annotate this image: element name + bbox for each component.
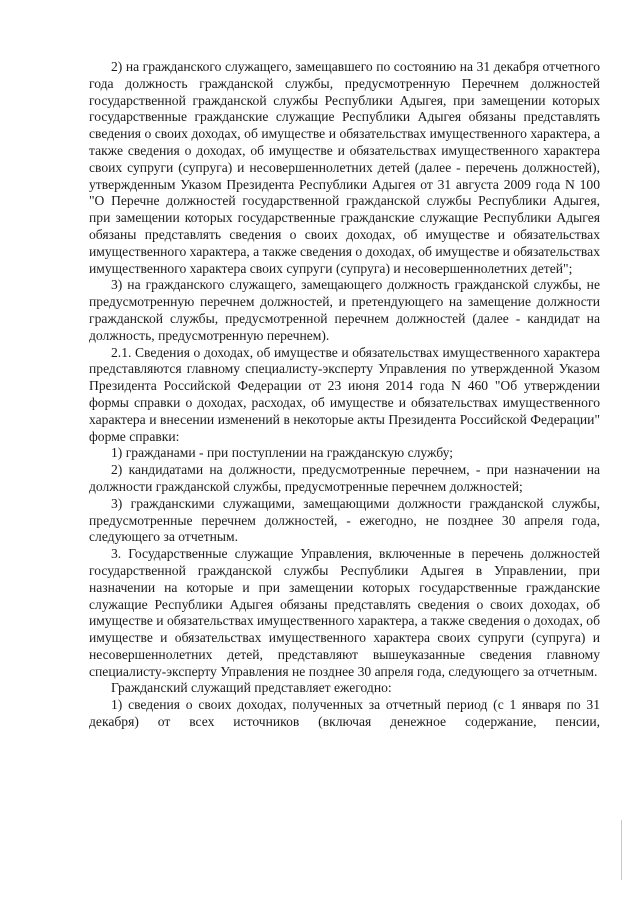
paragraph-3-state-servants: 3. Государственные служащие Управления, включенные в перечень должностей государственной гражданской службы Республики Адыгея в Управлении, при назначении на которые и при замещении которых государственные гражданские служащие Республики Адыгея обязаны представлять сведения о своих доходах, об имуществе и обязательствах имущественного характера, а также сведения о доходах, об имуществе и обязательствах имущественного характера своих супруги (супруга) и несовершеннолетних детей, представляют вышеуказанные сведения главному специалисту-эксперту Управления не позднее 30 апреля года, следующего за отчетным.	[89, 546, 600, 679]
paragraph-item-3-candidate: 3) на гражданского служащего, замещающего должность гражданской службы, не предусмотренную перечнем должностей, и претендующего на замещение должности гражданской службы, предусмотренной перечнем должностей (далее - кандидат на должность, предусмотренную перечнем).	[89, 277, 600, 343]
paragraph-item-2-former-servant: 2) на гражданского служащего, замещавшего по состоянию на 31 декабря отчетного года должность гражданской службы, предусмотренную Перечнем должностей государственной гражданской службы Республики Адыгея, при замещении которых государственные гражданские служащие Республики Адыгея обязаны представлять сведения о своих доходах, об имуществе и обязательствах имущественного характера, а также сведения о доходах, об имуществе и обязательствах имущественного характера своих супруги (супруга) и несовершеннолетних детей (далее - перечень должностей), утвержденным Указом Президента Республики Адыгея от 31 августа 2009 года N 100 "О Перечне должностей государственной гражданской службы Республики Адыгея, при замещении которых государственные гражданские служащие Республики Адыгея обязаны представлять сведения о своих доходах, об имуществе и обязательствах имущественного характера, а также сведения о доходах, об имуществе и обязательствах имущественного характера своих супруги (супруга) и несовершеннолетних детей";	[89, 59, 600, 276]
paragraph-2-1-submission-form: 2.1. Сведения о доходах, об имуществе и обязательствах имущественного характера представляются главному специалисту-эксперту Управления по утвержденной Указом Президента Российской Федерации от 23 июня 2014 года N 460 "Об утверждении формы справки о доходах, расходах, об имуществе и обязательствах имущественного характера и внесении изменений в некоторые акты Президента Российской Федерации" форме справки:	[89, 344, 600, 444]
paragraph-subitem-3-civil-servants: 3) гражданскими служащими, замещающими должности гражданской службы, предусмотренные перечнем должностей, - ежегодно, не позднее 30 апреля года, следующего за отчетным.	[89, 495, 600, 545]
scan-edge-line	[621, 820, 622, 880]
paragraph-subitem-1-citizens: 1) гражданами - при поступлении на гражданскую службу;	[111, 445, 454, 461]
paragraph-annual-submission-intro: Гражданский служащий представляет ежегодно:	[111, 680, 392, 696]
paragraph-subitem-2-candidates: 2) кандидатами на должности, предусмотренные перечнем, - при назначении на должности гражданской службы, предусмотренные перечнем должностей;	[89, 462, 600, 494]
paragraph-subitem-1-own-income: 1) сведения о своих доходах, полученных за отчетный период (с 1 января по 31 декабря) от всех источников (включая денежное содержание, пенсии,	[89, 697, 600, 730]
